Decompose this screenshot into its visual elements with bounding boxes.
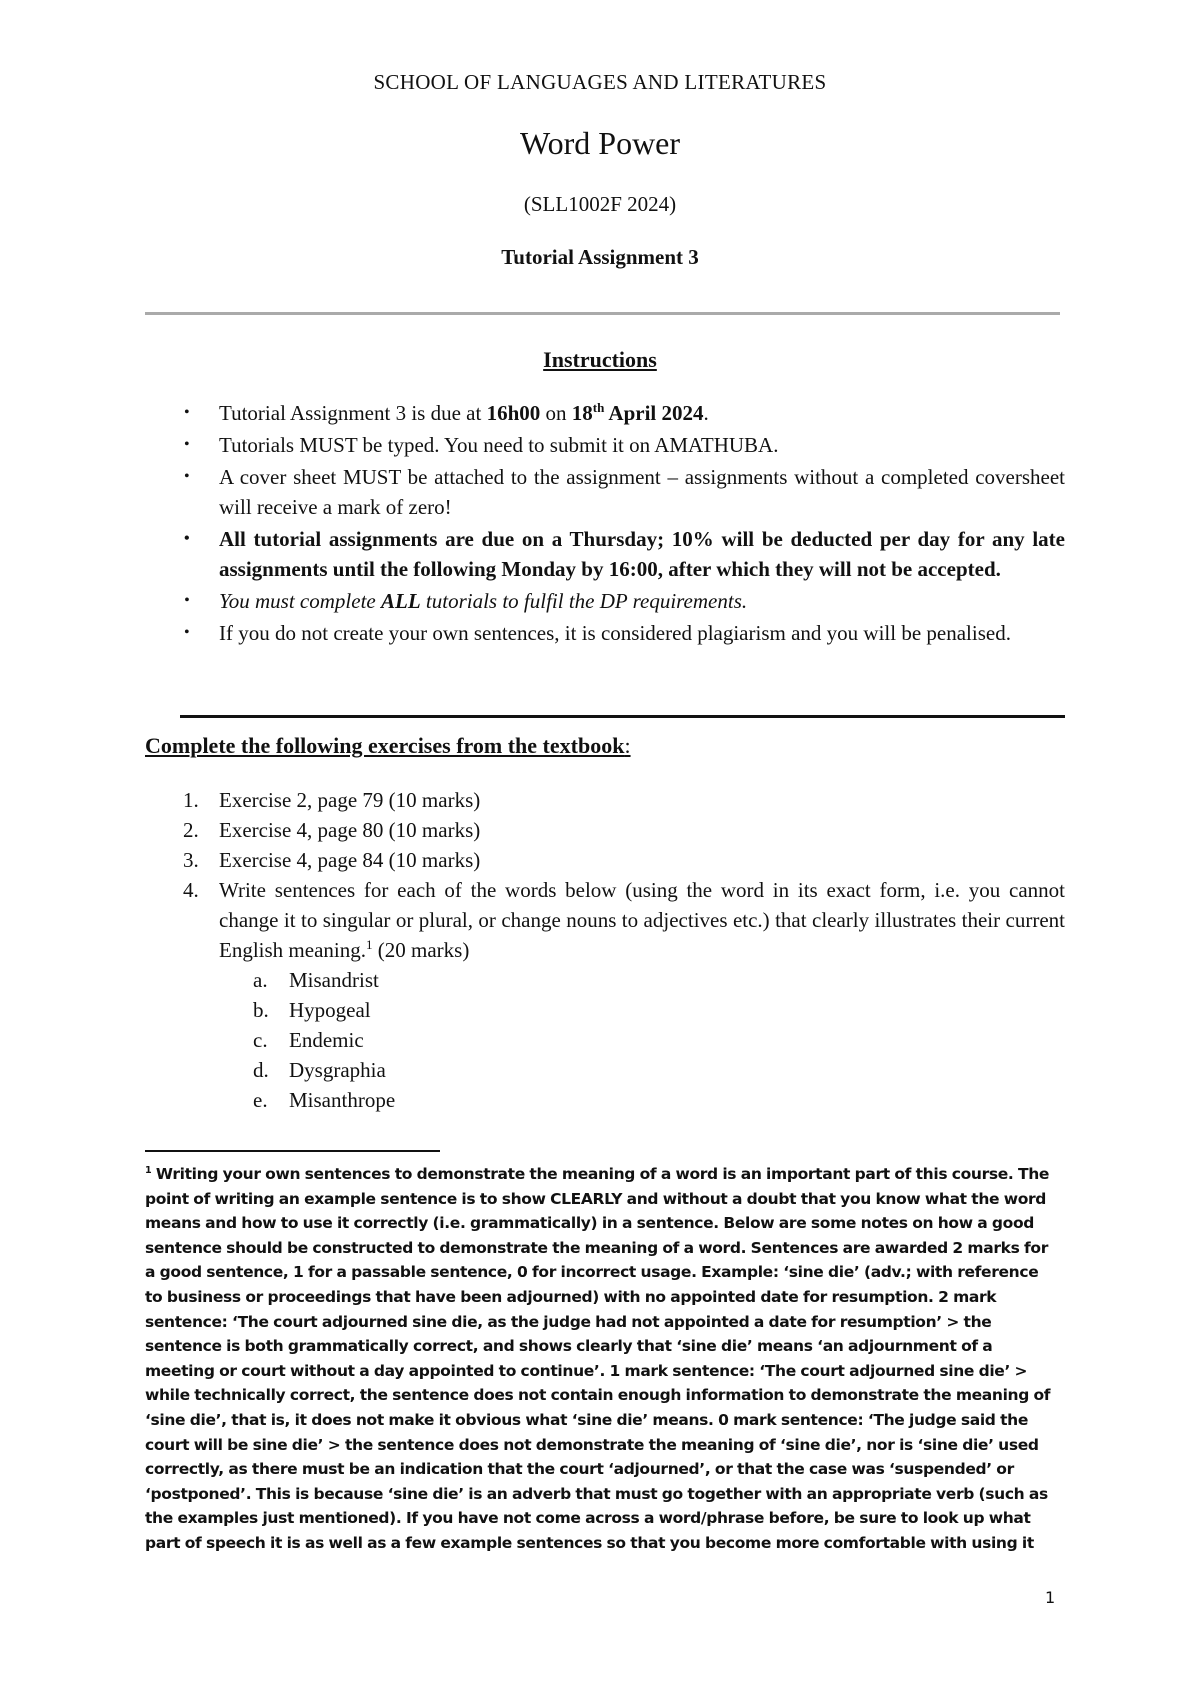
course-code: (SLL1002F 2024) bbox=[523, 192, 677, 216]
page-number: 1 bbox=[1045, 1588, 1056, 1607]
instruction-item-dp: • You must complete ALL tutorials to fulfil the DP requirements. bbox=[180, 586, 1065, 616]
word-item: a. Misandrist bbox=[253, 968, 379, 992]
instructions-heading: Instructions bbox=[543, 347, 657, 372]
exercise-item: 2. Exercise 4, page 80 (10 marks) bbox=[183, 818, 481, 842]
exercise-item: 3. Exercise 4, page 84 (10 marks) bbox=[183, 848, 481, 872]
instruction-item: • Tutorial Assignment 3 is due at 16h00 on 18th April 2024. bbox=[180, 398, 1065, 428]
instruction-item: • A cover sheet MUST be attached to the assignment – assignments without a completed coversheet will receive a mark of zero! bbox=[180, 462, 1065, 522]
bullet-icon: • bbox=[184, 468, 190, 485]
bullet-icon: • bbox=[184, 530, 190, 547]
instructions-list bbox=[180, 398, 1065, 650]
instruction-item-plagiarism: • If you do not create your own sentences, it is considered plagiarism and you will be penalised. bbox=[180, 618, 1065, 648]
footnote-reference[interactable]: 1 bbox=[365, 937, 373, 952]
bullet-icon: • bbox=[184, 404, 190, 421]
footnote: $^1$ Writing your own sentences to demonstrate the meaning of a word is an important part of this course. The point of writing an example sentence is to show CLEARLY and without a doubt that you know what the word means and how to use it correctly (i.e. grammatically) in a sentence. Below are some notes on how a good sentence should be constructed to demonstrate the meaning of a word. Sentences are awarded 2 marks for a good sentence, 1 for a passable sentence, 0 for incorrect usage. Example: ‘sine die’ (adv.; with reference to business or proceedings that have been adjourned) with no appointed date for resumption. 2 mark sentence: ‘The court adjourned sine die, as the judge had not appointed a date for resumption’ > the sentence is both grammatically correct, and shows clearly that ‘sine die’ means ‘an adjournment of a meeting or court without a day appointed to continue’. 1 mark sentence: ‘The court adjourned sine die’ > while technically correct, the sentence does not contain enough information to demonstrate the meaning of ‘sine die’, that is, it does not make it obvious what ‘sine die’ means. 0 mark sentence: ‘The judge said the court will be sine die’ > the sentence does not demonstrate the meaning of ‘sine die’, nor is ‘sine die’ used correctly, as there must be an indication that the court ‘adjourned’, or that the case was ‘suspended’ or ‘postponed’. This is because ‘sine die’ is an adverb that must go together with an appropriate verb (such as the examples just mentioned). If you have not come across a word/phrase before, be sure to look up what part of speech it is as well as a few example sentences so that you become more comfortable with using it bbox=[145, 1164, 1051, 1552]
word-item: c. Endemic bbox=[253, 1028, 364, 1052]
header-divider bbox=[145, 312, 1060, 315]
word-item: e. Misanthrope bbox=[253, 1088, 396, 1112]
school-name: SCHOOL OF LANGUAGES AND LITERATURES bbox=[373, 70, 827, 94]
exercise-item-sentences: 4. Write sentences for each of the words below (using the word in its exact form, i.e. you cannot change it to singular or plural, or change nouns to adjectives etc.) that clearly illustrates their current English meaning.$^1$ (20 marks) a. Misandrist b. Hypogeal c. Endemic d. Dysgraphia e. Misanthrope bbox=[180, 875, 1065, 1115]
bullet-icon: • bbox=[184, 436, 190, 453]
exercises-heading: Complete the following exercises from the textbook: bbox=[145, 733, 631, 758]
footnote-separator bbox=[145, 1150, 440, 1152]
bullet-icon: • bbox=[184, 624, 190, 641]
exercise-list bbox=[180, 785, 1065, 1115]
word-item: d. Dysgraphia bbox=[253, 1058, 386, 1082]
bullet-icon: • bbox=[184, 592, 190, 609]
instructions-divider bbox=[180, 715, 1065, 718]
word-item: b. Hypogeal bbox=[253, 998, 371, 1022]
exercise-item: 1. Exercise 2, page 79 (10 marks) bbox=[183, 788, 481, 812]
assignment-title: Tutorial Assignment 3 bbox=[501, 245, 699, 269]
instruction-item: • Tutorials MUST be typed. You need to submit it on AMATHUBA. bbox=[180, 430, 1065, 460]
instruction-item-late-policy: • All tutorial assignments are due on a Thursday; 10% will be deducted per day for any late assignments until the following Monday by 16:00, after which they will not be accepted. bbox=[180, 524, 1065, 584]
word-list bbox=[219, 965, 1065, 1115]
document-title: Word Power bbox=[519, 125, 681, 161]
